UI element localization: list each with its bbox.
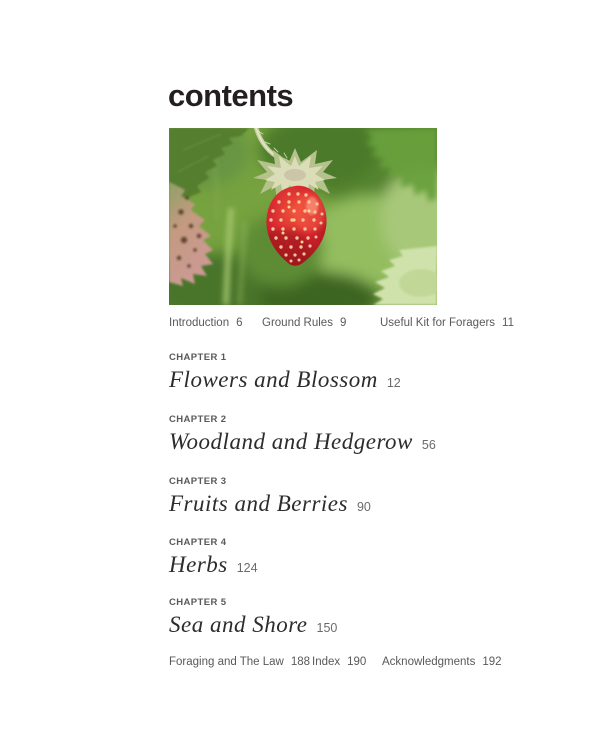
toc-entry-introduction [169,317,243,329]
chapter-page-number: 90 [356,500,371,514]
chapter-title [169,490,371,521]
chapter-number-label: CHAPTER 3 [169,476,227,487]
chapter-page-number: 56 [421,438,436,452]
chapter-title-text: Sea and Shore [169,612,308,637]
toc-entry-page: 6 [236,317,243,329]
toc-entry-label: Introduction [169,317,230,329]
chapter-title-text: Flowers and Blossom [169,367,378,392]
chapter-5 [169,597,337,642]
front-matter-list [169,317,559,333]
toc-entry-index [312,656,366,668]
toc-entry-page: 9 [339,317,347,329]
chapter-3 [169,476,371,521]
page-title: contents [168,78,294,113]
chapter-title [169,428,436,459]
toc-entry-acknowledgments [382,656,502,668]
chapter-4 [169,537,258,582]
back-matter-list [169,656,559,672]
chapter-2 [169,414,436,459]
chapter-number-label: CHAPTER 2 [169,414,227,425]
chapter-page-number: 12 [386,376,401,390]
strawberry-photo [169,128,437,305]
chapter-number-label: CHAPTER 5 [169,597,227,608]
toc-entry-label: Acknowledgments [382,656,476,668]
toc-entry-page: 192 [482,656,502,668]
chapter-title-text: Fruits and Berries [169,491,348,516]
chapter-page-number: 150 [316,621,338,635]
toc-entry-page: 11 [502,317,514,329]
toc-entry-label: Useful Kit for Foragers [380,317,496,329]
toc-entry-label: Index [312,656,341,668]
toc-entry-label: Foraging and The Law [169,656,284,668]
chapter-number-label: CHAPTER 1 [169,352,227,363]
toc-entry-page: 190 [347,656,367,668]
chapter-number-label: CHAPTER 4 [169,537,227,548]
chapter-title [169,611,337,642]
toc-entry-label: Ground Rules [262,317,333,329]
toc-entry-useful-kit [380,317,514,329]
chapter-title [169,366,401,397]
chapter-1 [169,352,401,397]
chapter-title-text: Herbs [169,552,228,577]
strawberry-photo-art [169,128,437,305]
chapter-title-text: Woodland and Hedgerow [169,429,413,454]
toc-entry-page: 188 [290,656,311,668]
chapter-title [169,551,258,582]
toc-entry-foraging-law [169,656,310,668]
toc-entry-ground-rules [262,317,346,329]
chapter-page-number: 124 [236,561,258,575]
